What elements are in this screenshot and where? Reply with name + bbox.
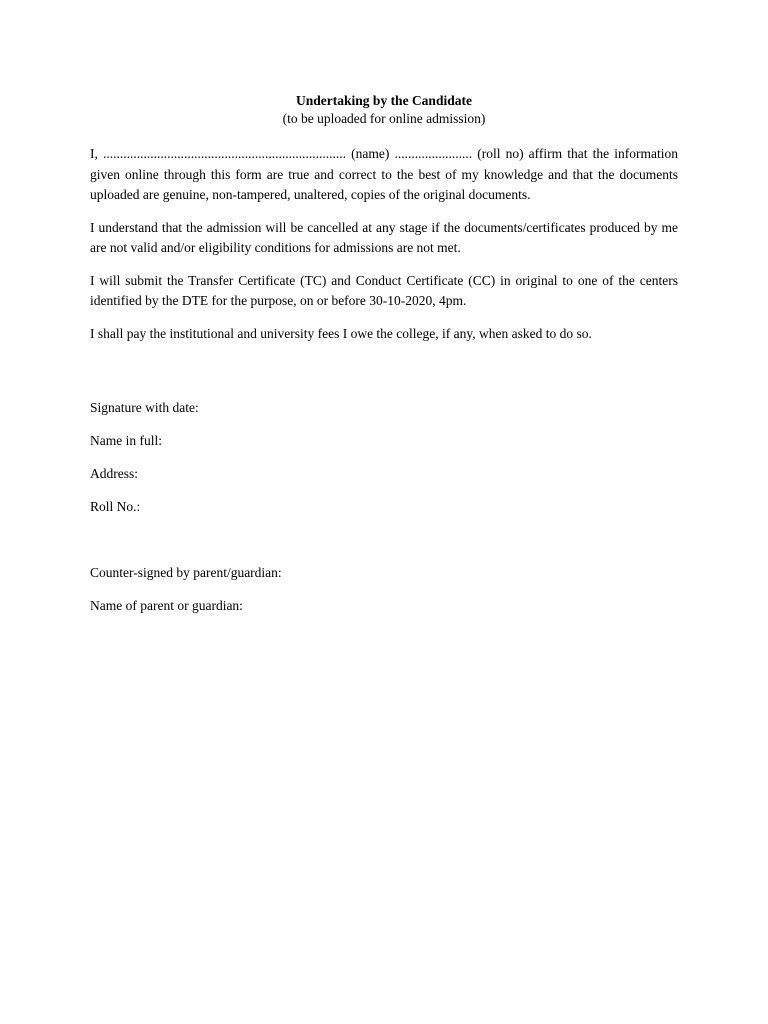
address-label: Address: bbox=[90, 466, 138, 481]
affirmation-paragraph: I, ........................................................................ (name) ....................... (roll no) affirm that the information given online through this form are true and correct to the best of my knowledge and that the documents uploaded are genuine, non-tampered, unaltered, copies of the original documents. bbox=[90, 146, 678, 202]
document-title: Undertaking by the Candidate bbox=[296, 93, 472, 108]
certificate-submission-paragraph: I will submit the Transfer Certificate (TC) and Conduct Certificate (CC) in original to one of the centers identified by the DTE for the purpose, on or before 30-10-2020, 4pm. bbox=[90, 272, 678, 308]
fees-paragraph: I shall pay the institutional and university fees I owe the college, if any, when asked to do so. bbox=[90, 325, 592, 341]
name-in-full-label: Name in full: bbox=[90, 433, 162, 448]
cancellation-paragraph: I understand that the admission will be cancelled at any stage if the documents/certificates produced by me are not valid and/or eligibility conditions for admissions are not met. bbox=[90, 219, 678, 255]
document-body bbox=[90, 92, 678, 629]
section-spacer bbox=[90, 356, 678, 398]
guardian-countersign-label: Counter-signed by parent/guardian: bbox=[90, 565, 282, 580]
document-subtitle: (to be uploaded for online admission) bbox=[282, 111, 486, 126]
guardian-name-label: Name of parent or guardian: bbox=[90, 598, 243, 613]
roll-no-label: Roll No.: bbox=[90, 499, 141, 514]
signature-with-date-label: Signature with date: bbox=[90, 400, 199, 415]
section-spacer bbox=[90, 530, 678, 563]
